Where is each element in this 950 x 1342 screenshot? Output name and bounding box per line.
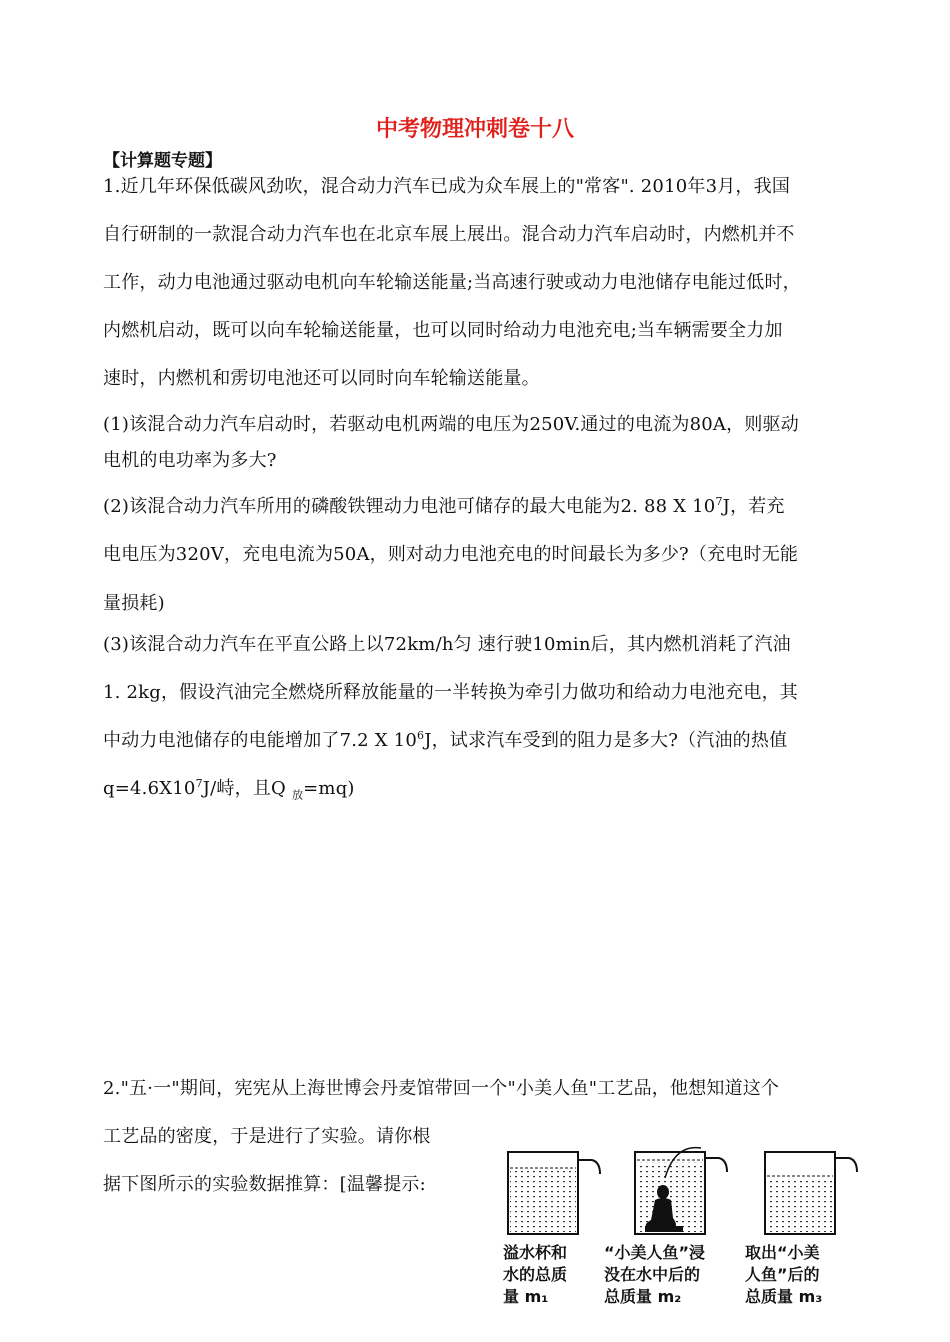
page-title: 中考物理冲刺卷十八: [375, 117, 574, 142]
q1-part3-line-1: (3)该混合动力汽车在平直公路上以72km/h匀 速行驶10min后，其内燃机消耗了汽油: [103, 634, 791, 655]
q1-part1-line-2: 电机的电功率为多大?: [103, 450, 277, 471]
q1-line-4: 内燃机启动，既可以向车轮输送能量，也可以同时给动力电池充电;当车辆需要全力加: [103, 320, 783, 341]
q1-part1-line-1: (1)该混合动力汽车启动时，若驱动电机两端的电压为250V.通过的电流为80A，则驱动: [103, 414, 799, 435]
beaker-3-diagram: [757, 1140, 867, 1240]
q2-line-3: 据下图所示的实验数据推算：[温馨提示:: [103, 1174, 426, 1195]
water-dots: [510, 1170, 576, 1232]
beaker-1-diagram: [496, 1140, 606, 1240]
q1-line-5: 速时，内燃机和雳切电池还可以同时向车轮输送能量。: [103, 368, 540, 389]
q2-line-1: 2."五·一"期间，宪宪从上海世博会丹麦馆带回一个"小美人鱼"工艺品，他想知道这个: [103, 1078, 780, 1099]
q2-line-2: 工艺品的密度，于是进行了实验。请你根: [103, 1126, 431, 1147]
q1-part2-line-2: 电电压为320V，充电电流为50A，则对动力电池充电的时间最长为多少?（充电时无能: [103, 544, 799, 565]
q1-part3-line-4: $q=4.6X10^7J/$峙，且Q $_放$=mq): [103, 777, 355, 802]
q1-part2-line-1: (2)该混合动力汽车所用的磷酸铁锂动力电池可储存的最大电能为2. 88 X $10^7J$，若充: [103, 495, 785, 517]
beaker-2-diagram: [627, 1140, 737, 1240]
caption-beaker-3: 取出“小美 人鱼”后的 总质量 m₃: [745, 1243, 823, 1306]
q1-part3-line-2: 1. 2kg，假设汽油完全燃烧所释放能量的一半转换为牵引力做功和给动力电池充电，其: [103, 682, 798, 703]
q1-part3-line-3: 中动力电池储存的电能增加了7.2 X $10^6J$，试求汽车受到的阻力是多大?（汽油的热值: [103, 729, 788, 751]
caption-beaker-2: “小美人鱼”浸 没在水中后的 总质量 m₂: [604, 1243, 706, 1306]
q1-line-2: 自行研制的一款混合动力汽车也在北京车展上展出。混合动力汽车启动时，内燃机并不: [103, 224, 795, 245]
q1-line-3: 工作，动力电池通过驱动电机向车轮输送能量;当高速行驶或动力电池储存电能过低时，: [103, 272, 801, 293]
q1-part2-line-3: 量损耗): [103, 593, 165, 614]
caption-beaker-1: 溢水杯和 水的总质 量 m₁: [503, 1243, 568, 1306]
section-heading: 【计算题专题】: [103, 151, 222, 171]
q1-line-1: 1.近几年环保低碳风劲吹，混合动力汽车已成为众车展上的"常客". 2010年3月，我国: [103, 176, 791, 197]
